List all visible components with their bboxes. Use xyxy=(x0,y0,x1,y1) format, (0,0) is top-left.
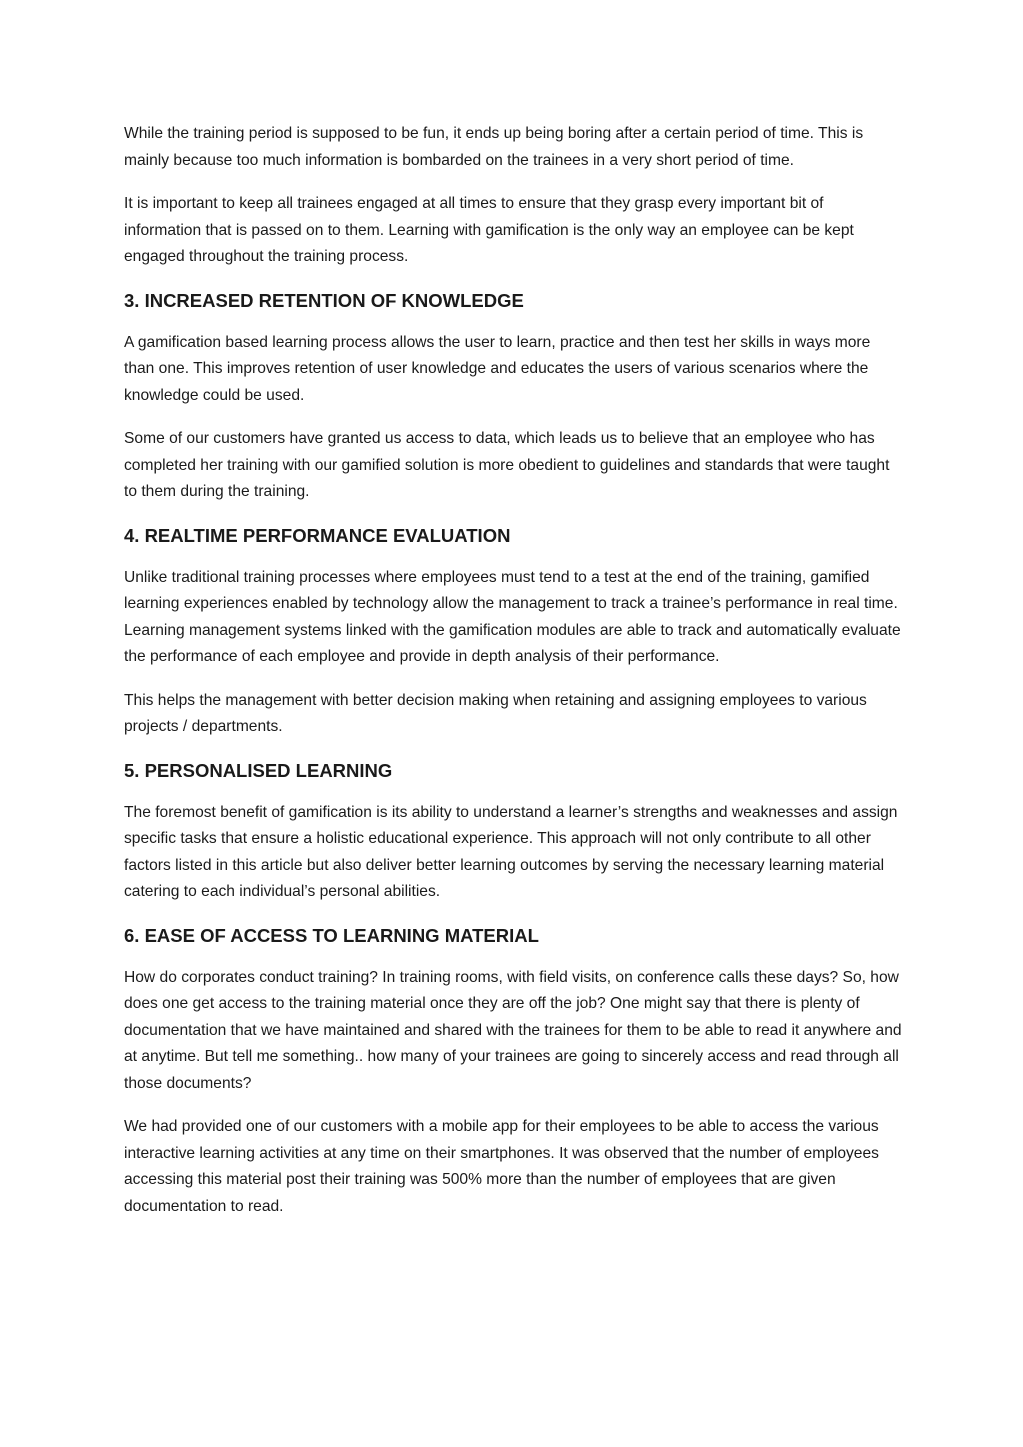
paragraph: The foremost benefit of gamification is its ability to understand a learner’s strengths and weaknesses and assign specific tasks that ensure a holistic educational experience. This approach will not only contribute to all other factors listed in this article but also deliver better learning outcomes by serving the necessary learning material catering to each individual’s personal abilities. xyxy=(124,803,898,900)
paragraph: This helps the management with better decision making when retaining and assigning employees to various projects / departments. xyxy=(124,691,867,735)
section-heading: 3. INCREASED RETENTION OF KNOWLEDGE xyxy=(124,289,524,311)
paragraph: Unlike traditional training processes where employees must tend to a test at the end of the training, gamified learning experiences enabled by technology allow the management to track a trainee’s performance in real time. Learning management systems linked with the gamification modules are able to track and automatically evaluate the performance of each employee and provide in depth analysis of their performance. xyxy=(124,568,901,665)
document-body xyxy=(124,121,904,1237)
section-heading: 4. REALTIME PERFORMANCE EVALUATION xyxy=(124,524,511,546)
paragraph: While the training period is supposed to be fun, it ends up being boring after a certain period of time. This is mainly because too much information is bombarded on the trainees in a very short period of time. xyxy=(124,125,864,169)
section-heading: 5. PERSONALISED LEARNING xyxy=(124,759,393,781)
paragraph: It is important to keep all trainees engaged at all times to ensure that they grasp every important bit of information that is passed on to them. Learning with gamification is the only way an employee can be kept engaged throughout the training process. xyxy=(124,195,854,265)
paragraph: We had provided one of our customers with a mobile app for their employees to be able to access the various interactive learning activities at any time on their smartphones. It was observed that the number of employees accessing this material post their training was 500% more than the number of employees that are given documentation to read. xyxy=(124,1118,879,1215)
paragraph: How do corporates conduct training? In training rooms, with field visits, on conference calls these days? So, how does one get access to the training material once they are off the job? One might say that there is plenty of documentation that we have maintained and shared with the trainees for them to be able to read it anywhere and at anytime. But tell me something.. how many of your trainees are going to sincerely access and read through all those documents? xyxy=(124,968,902,1092)
paragraph: A gamification based learning process allows the user to learn, practice and then test her skills in ways more than one. This improves retention of user knowledge and educates the users of various scenarios where the knowledge could be used. xyxy=(124,333,871,404)
paragraph: Some of our customers have granted us access to data, which leads us to believe that an employee who has completed her training with our gamified solution is more obedient to guidelines and standards that were taught to them during the training. xyxy=(124,430,890,500)
section-heading: 6. EASE OF ACCESS TO LEARNING MATERIAL xyxy=(124,924,539,946)
